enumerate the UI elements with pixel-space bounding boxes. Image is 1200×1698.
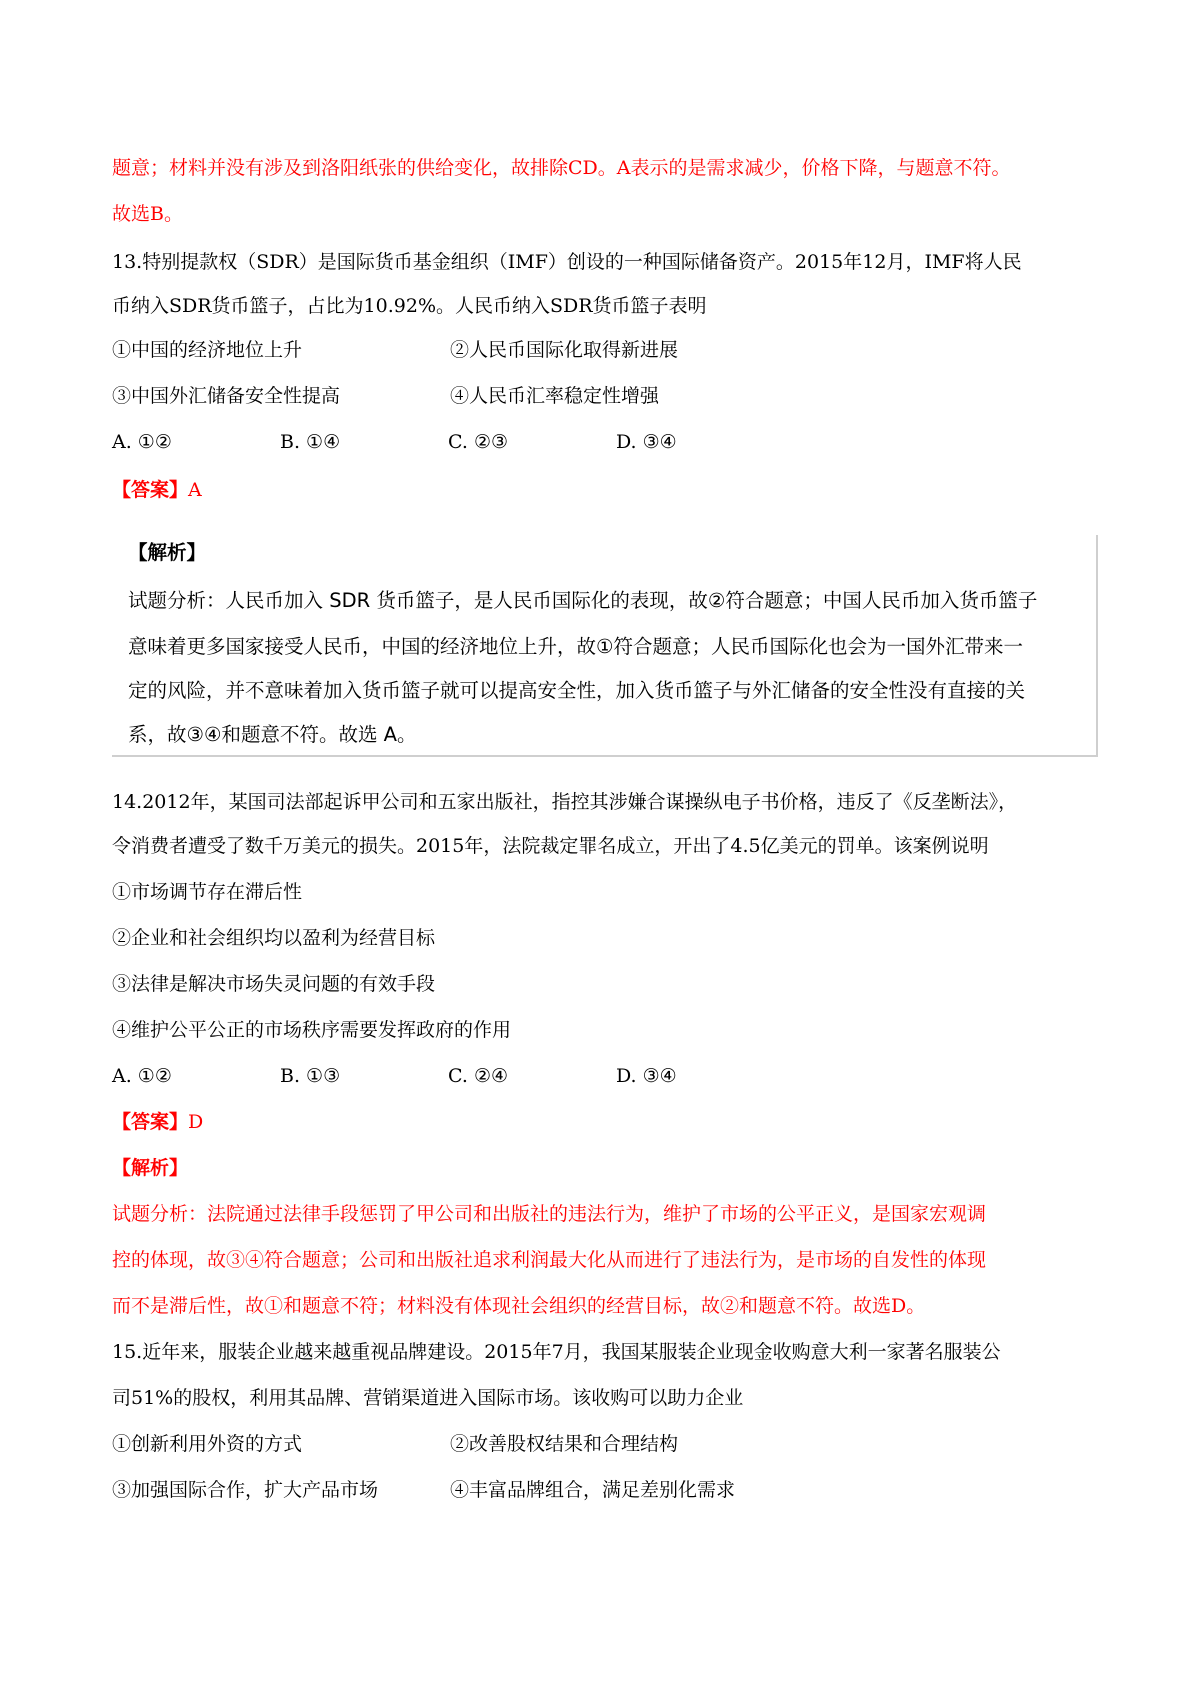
q15-item: ④丰富品牌组合，满足差别化需求: [450, 1479, 736, 1501]
answer-tag: 【答案】: [112, 1111, 189, 1133]
q13-analysis-box: [112, 535, 1098, 757]
q14-item: ③法律是解决市场失灵问题的有效手段: [112, 973, 436, 995]
q14-item: ④维护公平公正的市场秩序需要发挥政府的作用: [112, 1019, 512, 1041]
answer-tag: 【答案】: [112, 479, 189, 501]
q14-analysis-title: [112, 1154, 188, 1182]
q13-options-row: [112, 428, 677, 456]
answer-value: D: [188, 1111, 204, 1133]
prev-analysis-line: 题意；材料并没有涉及到洛阳纸张的供给变化，故排除CD。A表示的是需求减少，价格下降，与题意不符。: [112, 157, 1011, 179]
q14-analysis-line: 试题分析：法院通过法律手段惩罚了甲公司和出版社的违法行为，维护了市场的公平正义，是国家宏观调: [112, 1203, 987, 1225]
q13-items-row: [112, 382, 659, 410]
q15-stem: 15.近年来，服装企业越来越重视品牌建设。2015年7月，我国某服装企业现金收购意大利一家著名服装公: [112, 1341, 1001, 1363]
q15-item: ②改善股权结果和合理结构: [450, 1433, 679, 1455]
q14-option: A. ①②: [112, 1065, 172, 1087]
q14-analysis-line: 而不是滞后性，故①和题意不符；材料没有体现社会组织的经营目标，故②和题意不符。故选D。: [112, 1295, 926, 1317]
q14-option: B. ①③: [280, 1065, 341, 1087]
q13-items-row: [112, 336, 678, 364]
prev-analysis-line: 故选B。: [112, 203, 183, 225]
q13-stem: 13.特别提款权（SDR）是国际货币基金组织（IMF）创设的一种国际储备资产。2015年12月，IMF将人民: [112, 251, 1022, 273]
answer-value: A: [188, 479, 202, 501]
q14-item: ②企业和社会组织均以盈利为经营目标: [112, 927, 436, 949]
q14-analysis-line: 控的体现，故③④符合题意；公司和出版社追求利润最大化从而进行了违法行为，是市场的自发性的体现: [112, 1249, 987, 1271]
q13-analysis-line: 系，故③④和题意不符。故选 A。: [128, 723, 417, 746]
q14-item: ①市场调节存在滞后性: [112, 881, 303, 903]
q14-option: C. ②④: [448, 1065, 509, 1087]
q13-option: D. ③④: [616, 431, 677, 453]
q14-options-row: [112, 1062, 677, 1090]
q13-item: ②人民币国际化取得新进展: [450, 339, 679, 361]
q15-item: ③加强国际合作，扩大产品市场: [112, 1479, 379, 1501]
q13-stem: 币纳入SDR货币篮子，占比为10.92%。人民币纳入SDR货币篮子表明: [112, 295, 707, 317]
q14-stem: 14.2012年，某国司法部起诉甲公司和五家出版社，指控其涉嫌合谋操纵电子书价格，违反了《反垄断法》，: [112, 791, 1018, 813]
q14-stem: 令消费者遭受了数千万美元的损失。2015年，法院裁定罪名成立，开出了4.5亿美元的罚单。该案例说明: [112, 835, 989, 857]
q15-item: ①创新利用外资的方式: [112, 1433, 303, 1455]
q13-answer: [112, 476, 202, 504]
q15-items-row: [112, 1476, 735, 1504]
q15-items-row: [112, 1430, 678, 1458]
q13-analysis-line: 试题分析：人民币加入 SDR 货币篮子，是人民币国际化的表现，故②符合题意；中国人民币加入货币篮子: [128, 589, 1038, 612]
q13-option: B. ①④: [280, 431, 341, 453]
q13-item: ③中国外汇储备安全性提高: [112, 385, 341, 407]
analysis-tag: 【解析】: [112, 1157, 189, 1179]
q13-option: A. ①②: [112, 431, 172, 453]
q15-stem: 司51%的股权，利用其品牌、营销渠道进入国际市场。该收购可以助力企业: [112, 1387, 744, 1409]
q13-item: ①中国的经济地位上升: [112, 339, 303, 361]
q13-option: C. ②③: [448, 431, 509, 453]
q13-analysis-line: 定的风险，并不意味着加入货币篮子就可以提高安全性，加入货币篮子与外汇储备的安全性没有直接的关: [128, 679, 1026, 702]
q14-option: D. ③④: [616, 1065, 677, 1087]
q13-analysis-line: 意味着更多国家接受人民币，中国的经济地位上升，故①符合题意；人民币国际化也会为一国外汇带来一: [128, 635, 1023, 658]
q14-answer: [112, 1108, 203, 1136]
analysis-tag: 【解析】: [128, 541, 207, 564]
q13-item: ④人民币汇率稳定性增强: [450, 385, 660, 407]
